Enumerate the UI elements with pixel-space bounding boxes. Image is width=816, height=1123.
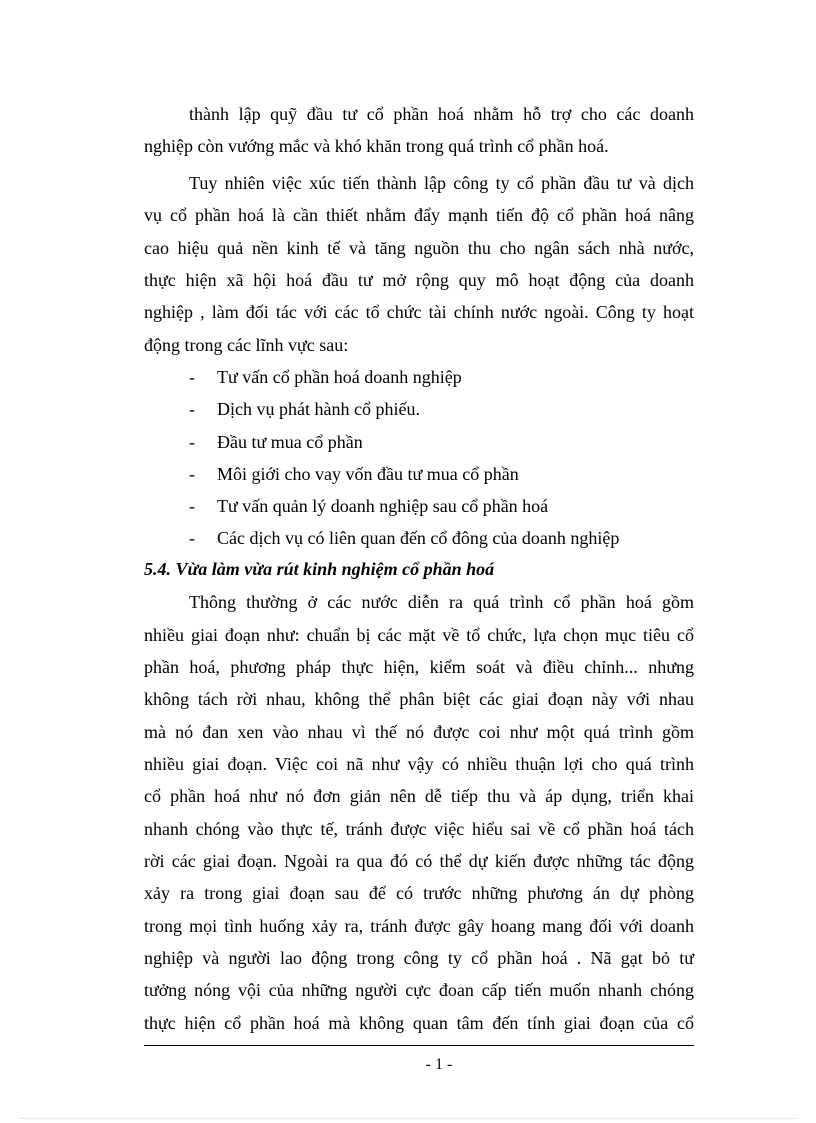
paragraph-3-line: thực hiện cổ phần hoá mà không quan tâm đến tính giai đoạn của cổ	[144, 1013, 694, 1033]
list-item	[189, 428, 363, 456]
page-number: - 1 -	[425, 1056, 453, 1073]
bullet-marker: -	[189, 432, 195, 452]
paragraph-2-line: động trong các lĩnh vực sau:	[144, 335, 349, 355]
bullet-marker: -	[189, 399, 195, 419]
paragraph-2-line: thực hiện xã hội hoá đầu tư mở rộng quy mô hoạt động của doanh	[144, 270, 694, 290]
paragraph-2-line: cao hiệu quả nền kinh tế và tăng nguồn thu cho ngân sách nhà nước,	[144, 238, 694, 258]
paragraph-3-line: mà nó đan xen vào nhau vì thế nó được coi như một quá trình gồm	[144, 722, 694, 742]
paragraph-3-line: nhiều giai đoạn như: chuẩn bị các mặt về tổ chức, lựa chọn mục tiêu cổ	[144, 625, 694, 645]
paragraph-3-line: không tách rời nhau, không thể phân biệt các giai đoạn này với nhau	[144, 689, 694, 709]
bullet-marker: -	[189, 367, 195, 387]
list-item	[189, 395, 420, 423]
page-edge-divider	[20, 1118, 796, 1119]
bullet-marker: -	[189, 464, 195, 484]
paragraph-3-line: nhiều giai đoạn. Việc coi nã như vậy có nhiều thuận lợi cho quá trình	[144, 754, 694, 774]
paragraph-1-line: nghiệp còn vướng mắc và khó khăn trong quá trình cổ phần hoá.	[144, 136, 609, 156]
paragraph-3-line: nhanh chóng vào thực tế, tránh được việc hiểu sai về cổ phần hoá tách	[144, 819, 694, 839]
section-heading: 5.4. Vừa làm vừa rút kinh nghiệm cổ phần hoá	[144, 559, 495, 579]
list-item	[189, 524, 619, 552]
paragraph-3-line: xảy ra trong giai đoạn sau để có trước những phương án dự phòng	[144, 883, 694, 903]
paragraph-3-line: cổ phần hoá như nó đơn giản nên dễ tiếp thu và áp dụng, triển khai	[144, 786, 694, 806]
paragraph-3-line: nghiệp và người lao động trong công ty cổ phần hoá . Nã gạt bỏ tư	[144, 948, 694, 968]
paragraph-3-line: trong mọi tình huống xảy ra, tránh được gây hoang mang đối với doanh	[144, 916, 694, 936]
paragraph-2-line: nghiệp , làm đối tác với các tổ chức tài chính nước ngoài. Công ty hoạt	[144, 302, 694, 322]
list-item-text: Đầu tư mua cổ phần	[217, 432, 363, 452]
paragraph-3-line: phần hoá, phương pháp thực hiện, kiểm soát và điều chỉnh... nhưng	[144, 657, 694, 677]
list-item	[189, 460, 519, 488]
bullet-marker: -	[189, 528, 195, 548]
paragraph-1-line: thành lập quỹ đầu tư cổ phần hoá nhằm hỗ trợ cho các doanh	[189, 104, 694, 124]
list-item	[189, 492, 548, 520]
paragraph-3-line: Thông thường ở các nước diễn ra quá trình cổ phần hoá gồm	[189, 592, 694, 612]
list-item-text: Tư vấn quản lý doanh nghiệp sau cổ phần hoá	[217, 496, 549, 516]
paragraph-3-line: rời các giai đoạn. Ngoài ra qua đó có thể dự kiến được những tác động	[144, 851, 694, 871]
paragraph-2-line: vụ cổ phần hoá là cần thiết nhằm đẩy mạnh tiến độ cổ phần hoá nâng	[144, 205, 694, 225]
list-item	[189, 363, 462, 391]
list-item-text: Dịch vụ phát hành cổ phiếu.	[217, 399, 420, 419]
paragraph-2-line: Tuy nhiên việc xúc tiến thành lập công ty cổ phần đầu tư và dịch	[189, 173, 694, 193]
paragraph-3-line: tưởng nóng vội của những người cực đoan cấp tiến muốn nhanh chóng	[144, 980, 694, 1000]
list-item-text: Tư vấn cổ phần hoá doanh nghiệp	[217, 367, 462, 387]
list-item-text: Các dịch vụ có liên quan đến cổ đông của doanh nghiệp	[217, 528, 620, 548]
footer-divider	[144, 1045, 694, 1046]
bullet-marker: -	[189, 496, 195, 516]
list-item-text: Môi giới cho vay vốn đầu tư mua cổ phần	[217, 464, 519, 484]
